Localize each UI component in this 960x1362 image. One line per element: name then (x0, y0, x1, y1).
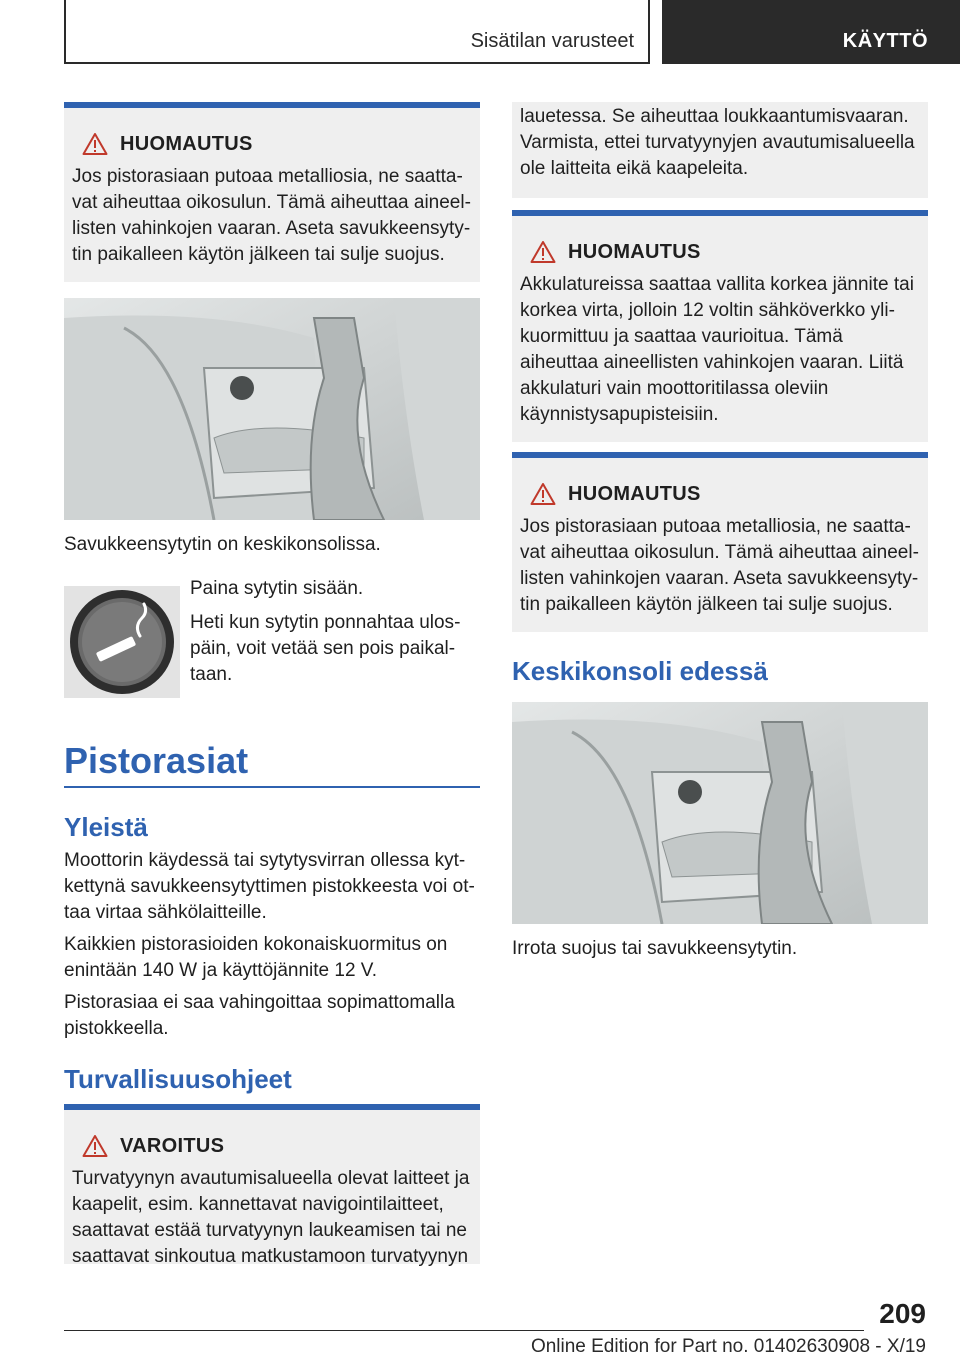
lighter-figure (64, 586, 180, 698)
footer-edition: Online Edition for Part no. 01402630908 - X/19 (530, 1336, 926, 1357)
header-section-title: Sisätilan varusteet (470, 30, 634, 52)
warning-header (82, 1132, 472, 1160)
header-chapter-title: KÄYTTÖ (842, 30, 928, 52)
notice-header (82, 130, 472, 158)
cigarette-lighter-icon (64, 586, 180, 698)
warning-triangle-icon (82, 1134, 108, 1158)
notice-title: HUOMAUTUS (568, 240, 701, 263)
warning-text-continued: lauetessa. Se aiheuttaa loukkaantumisvaaran. Varmista, ettei turvatyynyjen avautumisalueella ole laitteita eikä kaapeleita. (520, 106, 915, 179)
subsection-title-general: Yleistä (64, 812, 148, 842)
warning-box-continued (512, 102, 928, 198)
warning-title: VAROITUS (120, 1134, 225, 1157)
notice-text: Jos pistorasiaan putoaa metalliosia, ne saattavat aiheuttaa oikosulun. Tämä aiheuttaa aineellisten vahinkojen vaaran. Aseta savukkeensytytin paikalleen käytön jälkeen tai sulje suojus. (520, 516, 919, 615)
paragraph-1: Moottorin käydessä tai sytytysvirran ollessa kytkettynä savukkeensytyttimen pistokkeesta voi ottaa virtaa sähkölaitteille. (64, 850, 475, 923)
notice-text: Jos pistorasiaan putoaa metalliosia, ne saattavat aiheuttaa oikosulun. Tämä aiheuttaa aineellisten vahinkojen vaaran. Aseta savukkeensytytin paikalleen käytön jälkeen tai sulje suojus. (72, 166, 471, 265)
notice-box-3 (512, 452, 928, 632)
header-section-tab (64, 0, 650, 64)
notice-title: HUOMAUTUS (120, 132, 253, 155)
figure-caption-2: Irrota suojus tai savukkeensytytin. (512, 938, 798, 959)
footer-rule (64, 1330, 864, 1331)
warning-text: Turvatyynyn avautumisalueella olevat laitteet ja kaapelit, esim. kannettavat navigointilaitteet, saattavat estää turvatyynyn laukeamisen tai ne saattavat sinkoutua matkustamoon turvatyynyn (72, 1168, 470, 1267)
subsection-title-front-console: Keskikonsoli edessä (512, 656, 768, 686)
section-title: Pistorasiat (64, 740, 249, 781)
center-console-illustration (64, 298, 480, 520)
step-1: Paina sytytin sisään. (190, 578, 364, 599)
paragraph-2: Kaikkien pistorasioiden kokonaiskuormitus on enintään 140 W ja käyttöjännite 12 V. (64, 934, 448, 981)
warning-triangle-icon (530, 482, 556, 506)
notice-box-1 (64, 102, 480, 282)
notice-header (530, 238, 920, 266)
section-rule (64, 786, 480, 788)
front-console-figure (512, 702, 928, 924)
subsection-title-safety: Turvallisuusohjeet (64, 1064, 292, 1094)
front-console-illustration (512, 702, 928, 924)
step-2: Heti kun sytytin ponnahtaa ulospäin, voit vetää sen pois paikaltaan. (190, 612, 461, 685)
notice-title: HUOMAUTUS (568, 482, 701, 505)
header-chapter-tab (662, 0, 960, 64)
warning-box (64, 1104, 480, 1267)
center-console-figure (64, 298, 480, 520)
figure-caption-1: Savukkeensytytin on keskikonsolissa. (64, 534, 381, 555)
page-number: 209 (879, 1298, 926, 1329)
warning-triangle-icon (530, 240, 556, 264)
paragraph-3: Pistorasiaa ei saa vahingoittaa sopimattomalla pistokkeella. (64, 992, 455, 1039)
warning-triangle-icon (82, 132, 108, 156)
notice-box-2 (512, 210, 928, 442)
notice-header (530, 480, 920, 508)
notice-text: Akkulatureissa saattaa vallita korkea jännite tai korkea virta, jolloin 12 voltin sähköverkko ylikuormittuu ja saattaa vaurioitua. Tämä aiheuttaa aineellisten vahinkojen vaaran. Liitä akkulaturi vain moottoritilassa oleviin käynnistysapupisteisiin. (520, 274, 914, 425)
